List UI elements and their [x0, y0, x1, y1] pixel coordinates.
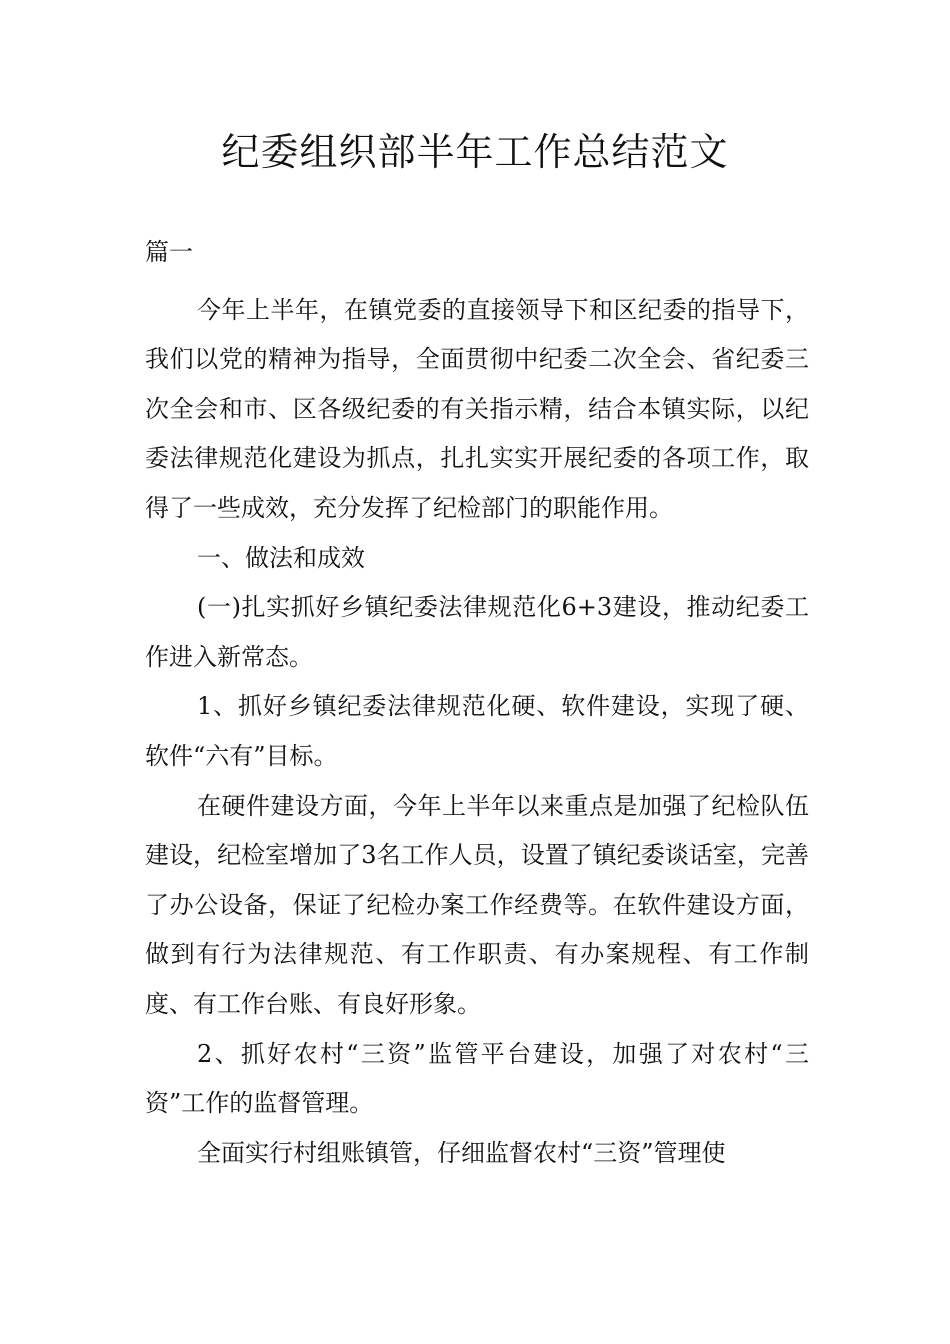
paragraph-partial: 全面实行村组账镇管，仔细监督农村“三资”管理使: [197, 1138, 726, 1167]
subsection-heading: (一)扎实抓好乡镇纪委法律规范化6+3建设，推动纪委工作进入新常态。: [145, 593, 809, 671]
paragraph-intro: 今年上半年，在镇党委的直接领导下和区纪委的指导下，我们以党的精神为指导，全面贯彻中纪委二次全会、省纪委三次全会和市、区各级纪委的有关指示精，结合本镇实际，以纪委法律规范化建设为抓点，扎扎实实开展纪委的各项工作，取得了一些成效，充分发挥了纪检部门的职能作用。: [145, 295, 809, 522]
document-body: [145, 228, 809, 1178]
paragraph-hardware: 在硬件建设方面，今年上半年以来重点是加强了纪检队伍建设，纪检室增加了3名工作人员，设置了镇纪委谈话室，完善了办公设备，保证了纪检办案工作经费等。在软件建设方面，做到有行为法律规范、有工作职责、有办案规程、有工作制度、有工作台账、有良好形象。: [145, 791, 809, 1018]
list-item-2: 2、抓好农村“三资”监管平台建设，加强了对农村“三资”工作的监督管理。: [145, 1039, 809, 1118]
page-title: 纪委组织部半年工作总结范文: [221, 130, 729, 174]
section-heading: 一、做法和成效: [197, 543, 365, 572]
list-item-1: 1、抓好乡镇纪委法律规范化硬、软件建设，实现了硬、软件“六有”目标。: [145, 692, 809, 770]
section-label: 篇一: [145, 238, 193, 266]
